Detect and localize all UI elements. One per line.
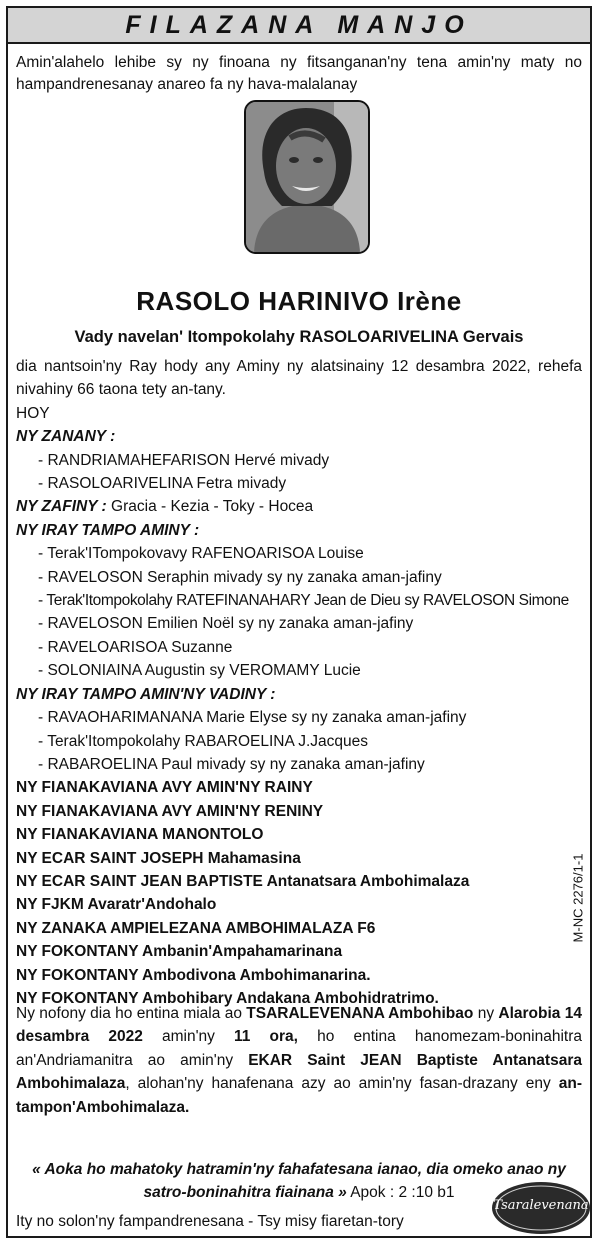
intro-text: Amin'alahelo lehibe sy ny finoana ny fitsanganan'ny tena amin'ny maty no hampandrenesanay anareo fa ny hava-malalanay — [16, 54, 582, 93]
death-text: dia nantsoin'ny Ray hody any Aminy ny alatsinainy 12 desambra 2022, rehefa nivahiny 66 taona tety an-tany. — [16, 358, 582, 399]
group-line: NY FOKONTANY Ambohibary Andakana Ambohidratrimo. — [16, 989, 439, 1007]
group-line: NY FIANAKAVIANA AVY AMIN'NY RENINY — [16, 802, 324, 820]
list-item: - RAVELOARISOA Suzanne — [38, 638, 233, 656]
hoy-label: HOY — [16, 404, 50, 422]
list-item: - RABAROELINA Paul mivady sy ny zanaka aman-jafiny — [38, 755, 425, 773]
logo-text: Tsaralevenana — [493, 1198, 589, 1213]
bible-quote: « Aoka ho mahatoky hatramin'ny fahafatesana ianao, dia omeko anao ny satro-boninahitra fiainana » Apok : 2 :10 b1 — [32, 1161, 566, 1201]
list-item: - Terak'ITompokovavy RAFENOARISOA Louise — [38, 545, 364, 563]
tsaralevenana-logo — [490, 1180, 592, 1236]
announcement-body — [16, 355, 582, 1010]
section-heading: NY ZAFINY : — [16, 498, 107, 516]
spouse-line: Vady navelan' Itompokolahy RASOLOARIVELINA Gervais — [74, 328, 524, 346]
section-heading: NY ZANANY : — [16, 428, 116, 446]
list-item: - RANDRIAMAHEFARISON Hervé mivady — [38, 451, 330, 469]
group-line: NY ZANAKA AMPIELEZANA AMBOHIMALAZA F6 — [16, 919, 376, 937]
grandchildren-names: Gracia - Kezia - Toky - Hocea — [111, 498, 314, 516]
group-line: NY FOKONTANY Ambanin'Ampahamarinana — [16, 943, 343, 961]
list-item: - RAVAOHARIMANANA Marie Elyse sy ny zanaka aman-jafiny — [38, 709, 467, 727]
group-line: NY ECAR SAINT JEAN BAPTISTE Antanatsara Ambohimalaza — [16, 872, 470, 890]
group-line: NY FJKM Avaratr'Andohalo — [16, 896, 217, 914]
list-item: - RAVELOSON Emilien Noël sy ny zanaka aman-jafiny — [38, 615, 414, 633]
grandchildren-line — [16, 495, 582, 518]
announcement-frame — [6, 6, 592, 1238]
deceased-name: RASOLO HARINIVO Irène — [136, 286, 462, 316]
section-heading: NY IRAY TAMPO AMIN'NY VADINY : — [16, 685, 276, 703]
group-line: NY FIANAKAVIANA MANONTOLO — [16, 826, 264, 844]
list-item: - RAVELOSON Seraphin mivady sy ny zanaka aman-jafiny — [38, 568, 442, 586]
section-heading: NY IRAY TAMPO AMINY : — [16, 521, 200, 539]
reference-code: M-NC 2276/1-1 — [570, 853, 586, 943]
list-item: - Terak'Itompokolahy RABAROELINA J.Jacques — [38, 732, 369, 750]
header-title: FILAZANA MANJO — [8, 8, 590, 44]
funeral-details: Ny nofony dia ho entina miala ao TSARALEVENANA Ambohibao ny Alarobia 14 desambra 2022 amin'ny 11 ora, ho entina hanomezam-boninahitra an'Andriamanitra ao amin'ny EKAR Saint JEAN Baptiste Antanatsara Ambohimalaza, alohan'ny hanafenana azy ao amin'ny fasan-drazany eny an-tampon'Ambohimalaza. — [16, 1005, 582, 1116]
group-line: NY ECAR SAINT JOSEPH Mahamasina — [16, 849, 301, 867]
deceased-photo — [244, 100, 370, 254]
group-line: NY FOKONTANY Ambodivona Ambohimanarina. — [16, 966, 371, 984]
list-item: - RASOLOARIVELINA Fetra mivady — [38, 475, 287, 493]
group-line: NY FIANAKAVIANA AVY AMIN'NY RAINY — [16, 779, 313, 797]
list-item: - SOLONIAINA Augustin sy VEROMAMY Lucie — [38, 662, 361, 680]
list-item: - Terak'Itompokolahy RATEFINANAHARY Jean de Dieu sy RAVELOSON Simone — [38, 592, 569, 610]
footer-note: Ity no solon'ny fampandrenesana - Tsy misy fiaretan-tory — [16, 1213, 404, 1230]
